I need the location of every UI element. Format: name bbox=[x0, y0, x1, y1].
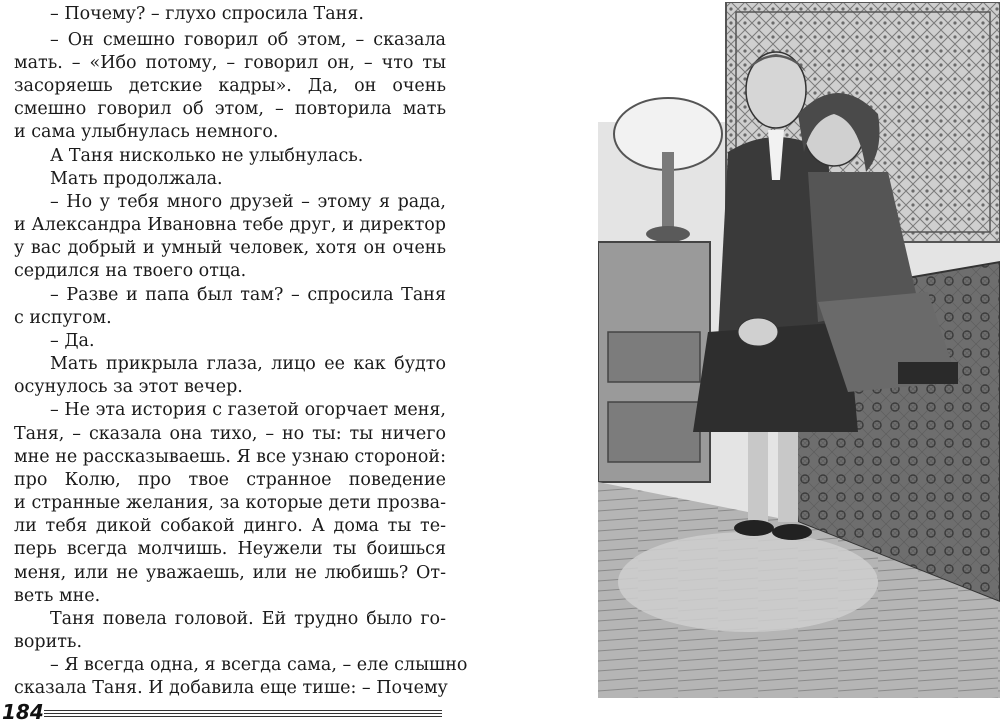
text-line: – Он смешно говорил об этом, – сказала bbox=[50, 30, 446, 50]
text-line: меня, или не уважаешь, или не любишь? От- bbox=[14, 563, 446, 583]
text-line: смешно говорил об этом, – повторила мать bbox=[14, 99, 446, 119]
text-line: и странные желания, за которые дети прозва- bbox=[14, 493, 446, 513]
text-line: мать. – «Ибо потому, – говорил он, – что ты bbox=[14, 53, 446, 73]
text-line: у вас добрый и умный человек, хотя он очень bbox=[14, 238, 446, 258]
footer-rule bbox=[44, 710, 442, 711]
text-line: – Но у тебя много друзей – этому я рада, bbox=[50, 192, 446, 212]
text-line: Мать прикрыла глаза, лицо ее как будто bbox=[50, 354, 446, 374]
footer-rule bbox=[44, 716, 442, 717]
text-line: А Таня нисколько не улыбнулась. bbox=[50, 146, 364, 166]
page-footer bbox=[0, 700, 450, 724]
text-line: – Почему? – глухо спросила Таня. bbox=[50, 4, 364, 24]
text-line: Мать продолжала. bbox=[50, 169, 223, 189]
footer-rule bbox=[44, 713, 442, 714]
text-line: про Колю, про твое странное поведение bbox=[14, 470, 446, 490]
text-line: и сама улыбнулась немного. bbox=[14, 122, 279, 142]
text-line: с испугом. bbox=[14, 308, 112, 328]
text-line: – Я всегда одна, я всегда сама, – еле слышно bbox=[50, 655, 468, 675]
text-line: перь всегда молчишь. Неужели ты боишься bbox=[14, 539, 446, 559]
text-line: Таня повела головой. Ей трудно было го- bbox=[50, 609, 446, 629]
page-number: 184 bbox=[2, 700, 44, 724]
text-line: мне не рассказываешь. Я все узнаю стороной: bbox=[14, 447, 446, 467]
text-line: осунулось за этот вечер. bbox=[14, 377, 243, 397]
text-line: ли тебя дикой собакой динго. А дома ты те- bbox=[14, 516, 446, 536]
text-line: сердился на твоего отца. bbox=[14, 261, 247, 281]
text-line: сказала Таня. И добавила еще тише: – Почему bbox=[14, 678, 448, 698]
text-line: – Да. bbox=[50, 331, 95, 351]
text-line: засоряешь детские кадры». Да, он очень bbox=[14, 76, 446, 96]
text-line: – Не эта история с газетой огорчает меня, bbox=[50, 400, 446, 420]
text-line: – Разве и папа был там? – спросила Таня bbox=[50, 285, 446, 305]
text-column bbox=[14, 0, 468, 700]
illustration-mother-and-daughter bbox=[598, 2, 1000, 698]
text-line: и Александра Ивановна тебе друг, и директор bbox=[14, 215, 446, 235]
text-line: веть мне. bbox=[14, 586, 101, 606]
text-line: Таня, – сказала она тихо, – но ты: ты ничего bbox=[14, 424, 446, 444]
text-line: ворить. bbox=[14, 632, 83, 652]
